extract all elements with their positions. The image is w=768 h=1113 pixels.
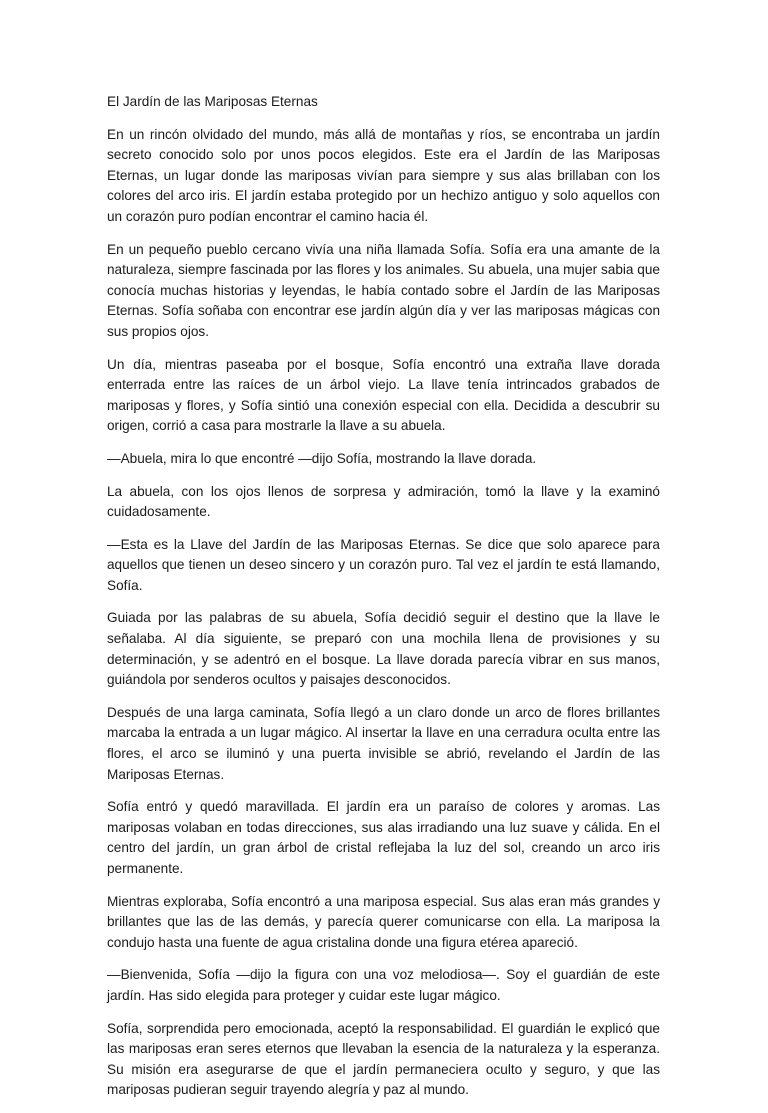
dialogue-paragraph: —Bienvenida, Sofía —dijo la figura con una voz melodiosa—. Soy el guardián de este jardín. Has sido elegida para proteger y cuidar este lugar mágico. xyxy=(107,967,660,1003)
paragraph: Sofía entró y quedó maravillada. El jardín era un paraíso de colores y aromas. Las mariposas volaban en todas direcciones, sus alas irradiando una luz suave y cálida. En el centro del jardín, un gran árbol de cristal reflejaba la luz del sol, creando un arco iris permanente. xyxy=(107,799,660,876)
paragraph: Después de una larga caminata, Sofía llegó a un claro donde un arco de flores brillantes marcaba la entrada a un lugar mágico. Al insertar la llave en una cerradura oculta entre las flores, el arco se iluminó y una puerta invisible se abrió, revelando el Jardín de las Mariposas Eternas. xyxy=(107,704,660,782)
document-page xyxy=(107,92,660,1113)
paragraph: Guiada por las palabras de su abuela, Sofía decidió seguir el destino que la llave le señalaba. Al día siguiente, se preparó con una mochila llena de provisiones y su determinación, y se adentró en el bosque. La llave dorada parecía vibrar en sus manos, guiándola por senderos ocultos y paisajes desconocidos. xyxy=(107,610,660,688)
dialogue-paragraph: —Abuela, mira lo que encontré —dijo Sofía, mostrando la llave dorada. xyxy=(107,450,537,466)
paragraph: La abuela, con los ojos llenos de sorpresa y admiración, tomó la llave y la examinó cuidadosamente. xyxy=(107,483,660,520)
paragraph: Un día, mientras paseaba por el bosque, Sofía encontró una extraña llave dorada enterrada entre las raíces de un árbol viejo. La llave tenía intrincados grabados de mariposas y flores, y Sofía sintió una conexión especial con ella. Decidida a descubrir su origen, corrió a casa para mostrarle la llave a su abuela. xyxy=(107,356,660,434)
document-title: El Jardín de las Mariposas Eternas xyxy=(107,94,318,109)
paragraph: Sofía, sorprendida pero emocionada, aceptó la responsabilidad. El guardián le explicó que las mariposas eran seres eternos que llevaban la esencia de la naturaleza y la esperanza. Su misión era asegurarse de que el jardín permaneciera oculto y seguro, y que las mariposas pudieran seguir trayendo alegría y paz al mundo. xyxy=(107,1020,660,1098)
dialogue-paragraph: —Esta es la Llave del Jardín de las Mariposas Eternas. Se dice que solo aparece para aquellos que tienen un deseo sincero y un corazón puro. Tal vez el jardín te está llamando, Sofía. xyxy=(107,536,660,593)
paragraph: Mientras exploraba, Sofía encontró a una mariposa especial. Sus alas eran más grandes y brillantes que las de las demás, y parecía querer comunicarse con ella. La mariposa la condujo hasta una fuente de agua cristalina donde una figura etérea apareció. xyxy=(107,893,660,950)
paragraph: En un rincón olvidado del mundo, más allá de montañas y ríos, se encontraba un jardín secreto conocido solo por unos pocos elegidos. Este era el Jardín de las Mariposas Eternas, un lugar donde las mariposas vivían para siempre y sus alas brillaban con los colores del arco iris. El jardín estaba protegido por un hechizo antiguo y solo aquellos con un corazón puro podían encontrar el camino hacia él. xyxy=(107,126,660,224)
paragraph: En un pequeño pueblo cercano vivía una niña llamada Sofía. Sofía era una amante de la naturaleza, siempre fascinada por las flores y los animales. Su abuela, una mujer sabia que conocía muchas historias y leyendas, le había contado sobre el Jardín de las Mariposas Eternas. Sofía soñaba con encontrar ese jardín algún día y ver las mariposas mágicas con sus propios ojos. xyxy=(107,241,660,339)
